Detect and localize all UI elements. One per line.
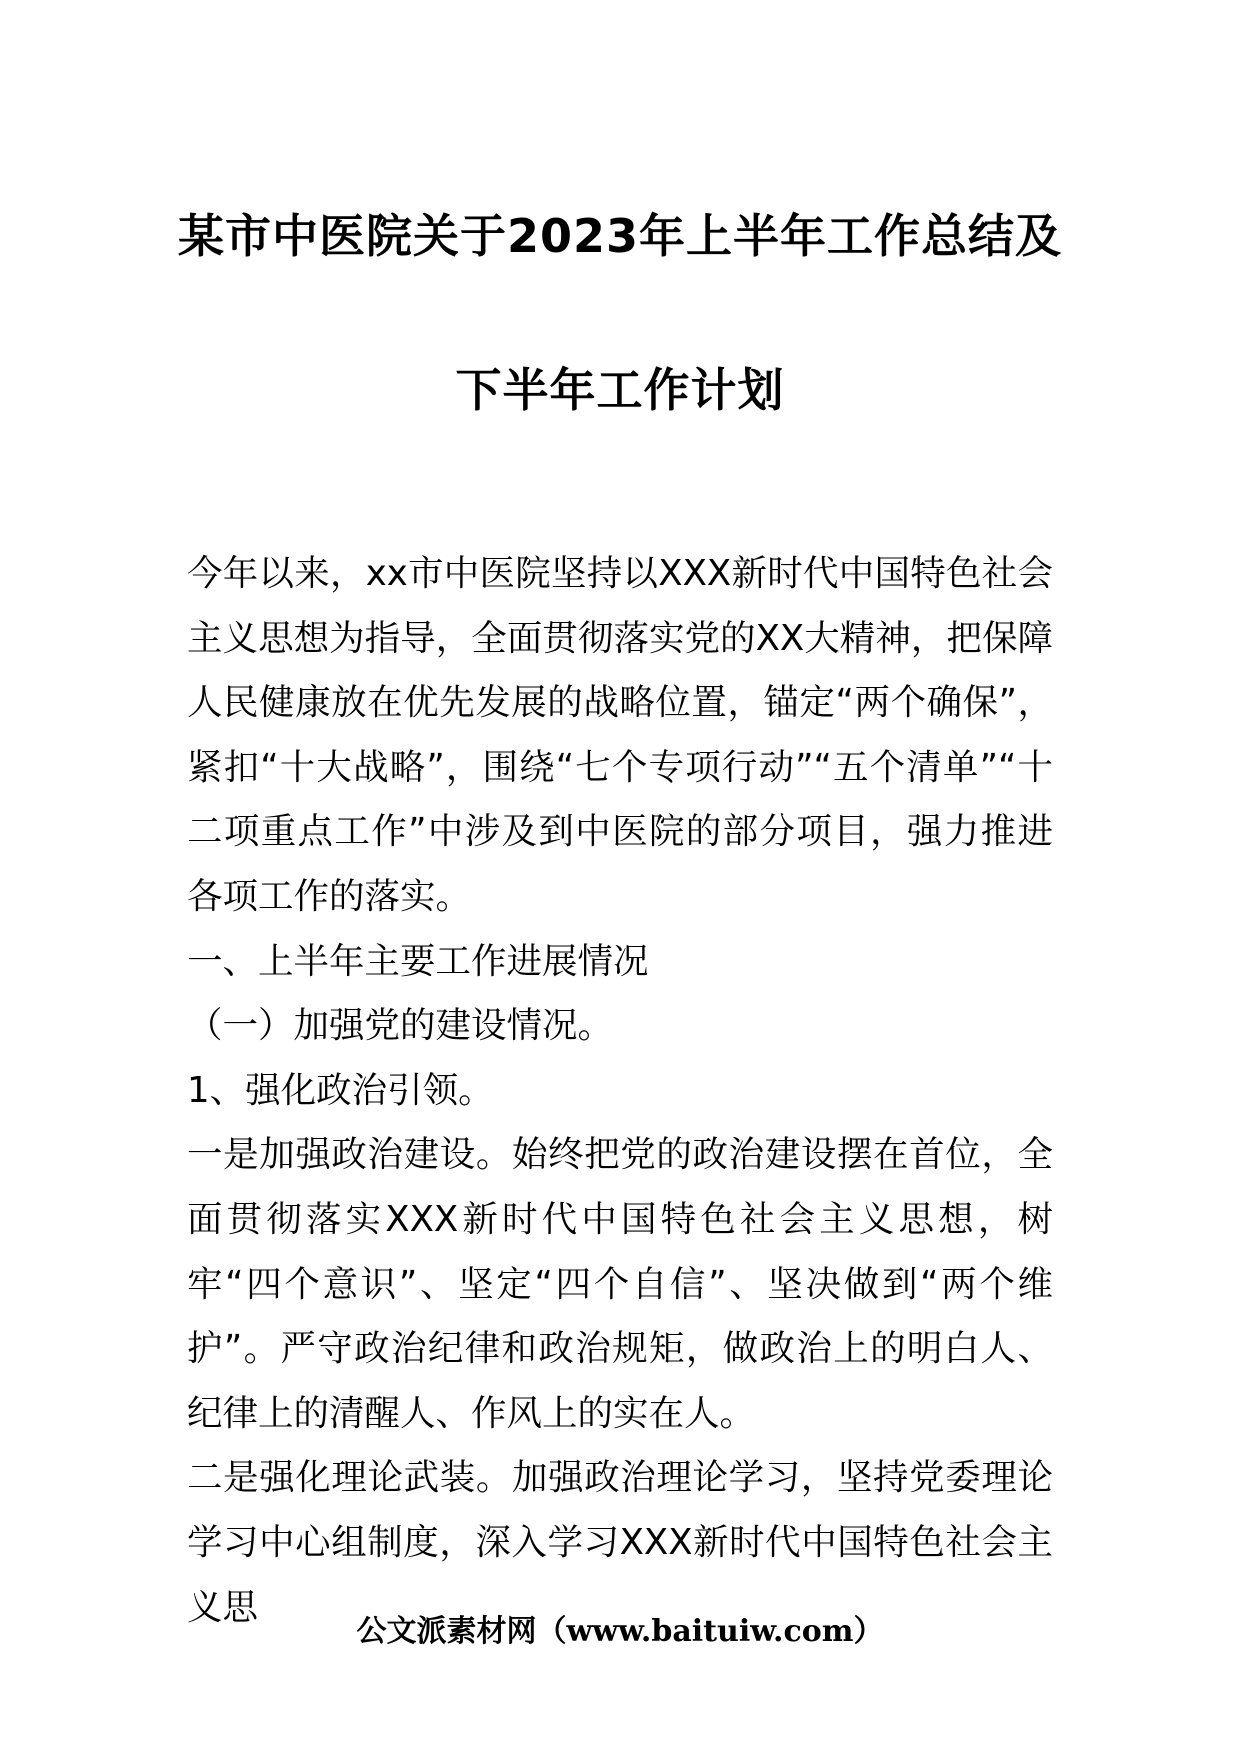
body-paragraph: 二是强化理论武装。加强政治理论学习，坚持党委理论学习中心组制度，深入学习XXX新时代中国特色社会主义思 [187, 1457, 1053, 1628]
page-footer: 公文派素材网（www.baituiw.com） [356, 1614, 884, 1649]
document-title-line-2: 下半年工作计划 [455, 363, 785, 417]
document-body [187, 542, 1053, 1640]
subsection-heading: （一）加强党的建设情况。 [187, 1005, 614, 1047]
item-heading: 1、强化政治引领。 [187, 1069, 494, 1111]
section-heading: 一、上半年主要工作进展情况 [187, 940, 649, 982]
intro-paragraph: 今年以来，xx市中医院坚持以XXX新时代中国特色社会主义思想为指导，全面贯彻落实党的XX大精神，把保障人民健康放在优先发展的战略位置，锚定“两个确保”，紧扣“十大战略”，围绕“七个专项行动”“五个清单”“十二项重点工作”中涉及到中医院的部分项目，强力推进各项工作的落实。 [187, 553, 1053, 917]
body-paragraph: 一是加强政治建设。始终把党的政治建设摆在首位，全面贯彻落实XXX新时代中国特色社会主义思想，树牢“四个意识”、坚定“四个自信”、坚决做到“两个维护”。严守政治纪律和政治规矩，做政治上的明白人、纪律上的清醒人、作风上的实在人。 [187, 1134, 1053, 1434]
document-title-line-1: 某市中医院关于2023年上半年工作总结及 [177, 209, 1063, 263]
